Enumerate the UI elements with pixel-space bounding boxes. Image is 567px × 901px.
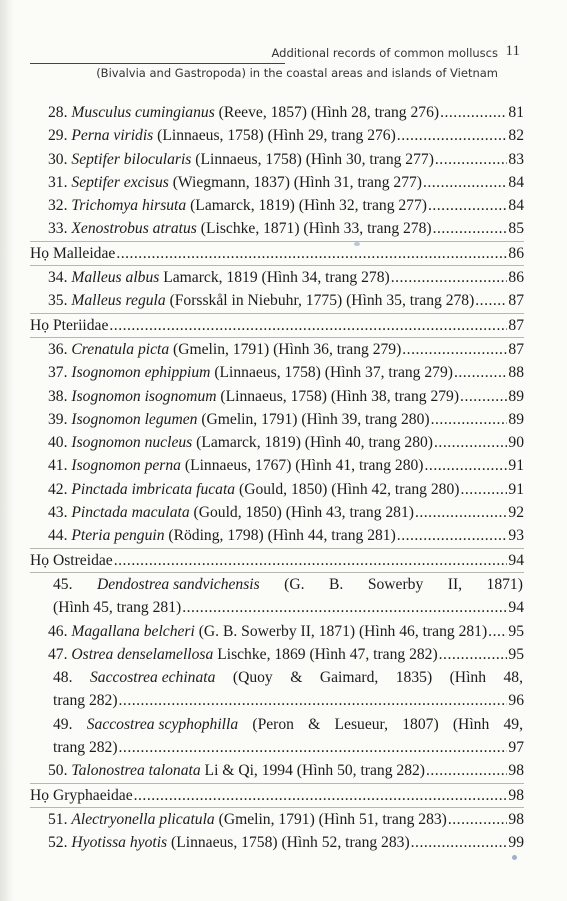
page-ref: 98 <box>508 786 524 804</box>
entry-citation: (Wiegmann, 1837) (Hình 31, trang 277) <box>168 173 422 191</box>
entry-number: 32. <box>48 197 72 215</box>
entry-citation: Lamarck, 1819 (Hình 34, trang 278) <box>159 269 390 287</box>
entry-text <box>48 620 487 643</box>
page-ref: 85 <box>508 220 524 238</box>
toc-entry <box>30 171 524 194</box>
species-name: Isognomon isognomum <box>71 387 217 405</box>
dot-leader <box>402 338 507 361</box>
entry-citation: (Gould, 1850) (Hình 42, trang 280) <box>235 480 460 498</box>
entry-number: 43. <box>48 504 72 522</box>
page-ref: 86 <box>508 244 524 262</box>
entry-citation: trang 282) <box>53 739 118 757</box>
header-rule <box>30 63 285 64</box>
entry-number: 29. <box>48 127 72 145</box>
species-name: Saccostrea scyphophilla <box>86 715 239 733</box>
dot-leader <box>460 385 507 408</box>
species-name: Trichomya hirsuta <box>71 197 187 215</box>
dot-leader <box>475 289 507 312</box>
entry-citation: Lischke, 1869 (Hình 47, trang 282) <box>213 645 438 663</box>
entry-citation: (Linnaeus, 1758) (Hình 38, trang 279) <box>216 387 460 405</box>
page-ref: 92 <box>508 504 524 522</box>
entry-citation: (Gould, 1850) (Hình 43, trang 281) <box>189 504 414 522</box>
dot-leader <box>440 101 507 124</box>
entry-number: 42. <box>48 480 72 498</box>
dot-leader <box>448 808 507 831</box>
dot-leader <box>439 643 507 666</box>
entry-citation: (Lamarck, 1819) (Hình 40, trang 280) <box>192 434 434 452</box>
toc-entry-wrapped <box>30 713 523 736</box>
entry-word: (Hình <box>452 715 490 733</box>
page-ref: 87 <box>508 292 524 310</box>
entry-text <box>48 266 390 289</box>
family-heading <box>30 549 524 572</box>
entry-text <box>48 759 425 782</box>
entry-number: 38. <box>48 387 72 405</box>
species-name: Magallana belcheri <box>71 622 195 640</box>
page-ref: 90 <box>508 434 524 452</box>
toc-entry <box>30 808 524 831</box>
page-ref: 95 <box>508 645 524 663</box>
page-ref: 89 <box>508 410 524 428</box>
entry-word: B. <box>329 575 344 593</box>
page-ref: 87 <box>508 340 524 358</box>
entry-number: 52. <box>48 834 72 852</box>
toc-entry <box>30 478 524 501</box>
entry-word: & <box>290 669 303 687</box>
dot-leader <box>428 194 507 217</box>
entry-number: 41. <box>48 457 72 475</box>
toc-entry <box>30 148 524 171</box>
species-name: Alectryonella plicatula <box>71 810 215 828</box>
dot-leader <box>426 759 507 782</box>
species-name: Hyotissa hyotis <box>71 834 168 852</box>
header-title-line2: (Bivalvia and Gastropoda) in the coastal areas and islands of Vietnam <box>96 66 498 80</box>
species-name: Isognomon perna <box>71 457 181 475</box>
entry-text <box>48 431 433 454</box>
entry-text <box>48 501 414 524</box>
entry-word: Lesueur, <box>334 715 389 733</box>
entry-text <box>48 524 396 547</box>
entry-text <box>48 808 447 831</box>
entry-word: 49, <box>503 715 523 733</box>
entry-text <box>48 478 459 501</box>
entry-text <box>48 171 422 194</box>
entry-citation: (Gmelin, 1791) (Hình 39, trang 280) <box>197 410 430 428</box>
entry-text <box>48 101 439 124</box>
species-name: Malleus albus <box>71 269 160 287</box>
page-ref: 98 <box>508 810 524 828</box>
entry-number: 50. <box>48 762 72 780</box>
dot-leader <box>425 454 507 477</box>
family-label: Họ Gryphaeidae <box>30 786 133 804</box>
entry-text <box>48 454 424 477</box>
species-name: Xenostrobus atratus <box>71 220 197 238</box>
entry-text <box>48 217 432 240</box>
entry-number: 31. <box>48 173 72 191</box>
dot-leader <box>460 478 507 501</box>
page-number: 11 <box>505 43 520 59</box>
entry-citation: (Forsskål in Niebuhr, 1775) (Hình 35, trang 278) <box>165 292 475 310</box>
dot-leader <box>182 596 507 619</box>
page-ref: 98 <box>508 762 524 780</box>
paper-speck <box>512 855 517 860</box>
entry-text <box>48 408 430 431</box>
entry-number: 33. <box>48 220 72 238</box>
entry-citation: (Lamarck, 1819) (Hình 32, trang 277) <box>186 197 427 215</box>
entry-number: 34. <box>48 269 72 287</box>
entry-citation: (Linnaeus, 1758) (Hình 30, trang 277) <box>191 150 434 168</box>
toc-entry <box>30 194 524 217</box>
page-ref: 94 <box>508 599 524 617</box>
paper-speck <box>354 242 360 246</box>
family-heading <box>30 784 524 807</box>
entry-text <box>48 148 434 171</box>
entry-text <box>48 361 453 384</box>
species-name: Pinctada imbricata fucata <box>71 480 236 498</box>
entry-text <box>48 643 438 666</box>
table-of-contents <box>30 101 524 855</box>
entry-citation: (Linnaeus, 1758) (Hình 37, trang 279) <box>210 364 453 382</box>
dot-leader <box>431 408 507 431</box>
dot-leader <box>411 831 507 854</box>
species-name: Crenatula picta <box>71 340 170 358</box>
page-ref: 89 <box>508 387 524 405</box>
page-gutter-shadow <box>0 0 14 901</box>
species-name: Dendostrea sandvichensis <box>96 575 260 593</box>
species-name: Musculus cumingianus <box>71 104 215 121</box>
dot-leader <box>397 124 507 147</box>
entry-word: 1835) <box>395 669 433 687</box>
dot-leader <box>109 314 507 337</box>
entry-citation: (Gmelin, 1791) (Hình 36, trang 279) <box>169 340 402 358</box>
toc-entry <box>30 620 524 643</box>
entry-citation: (Reeve, 1857) (Hình 28, trang 276) <box>214 104 440 121</box>
entry-number: 44. <box>48 527 72 545</box>
dot-leader <box>488 620 507 643</box>
page-ref: 84 <box>508 197 524 215</box>
species-name: Isognomon ephippium <box>71 364 211 382</box>
entry-number: 28. <box>48 104 72 121</box>
species-name: Talonostrea talonata <box>71 762 201 780</box>
entry-citation: (Linnaeus, 1758) (Hình 29, trang 276) <box>153 127 396 145</box>
entry-word: 1871) <box>486 575 523 593</box>
dot-leader <box>423 171 507 194</box>
dot-leader <box>435 148 507 171</box>
page-ref: 83 <box>508 150 524 168</box>
dot-leader <box>119 689 507 712</box>
entry-word: 49. <box>53 715 73 733</box>
entry-citation: (Lischke, 1871) (Hình 33, trang 278) <box>196 220 432 238</box>
page-ref: 93 <box>508 527 524 545</box>
page-ref: 96 <box>508 692 524 710</box>
entry-word: II, <box>447 575 463 593</box>
entry-citation: (G. B. Sowerby II, 1871) (Hình 46, trang 281) <box>194 622 488 640</box>
page-ref: 88 <box>508 364 524 382</box>
species-name: Ostrea denselamellosa <box>71 645 214 663</box>
page-ref: 95 <box>508 622 524 640</box>
page-ref: 91 <box>508 480 524 498</box>
entry-number: 30. <box>48 150 72 168</box>
toc-entry <box>30 408 524 431</box>
entry-number: 40. <box>48 434 72 452</box>
family-heading <box>30 314 524 337</box>
entry-number: 51. <box>48 810 72 828</box>
dot-leader <box>415 501 507 524</box>
toc-entry <box>30 431 524 454</box>
toc-entry <box>30 361 524 384</box>
entry-citation: (Linnaeus, 1767) (Hình 41, trang 280) <box>180 457 424 475</box>
entry-citation: (Röding, 1798) (Hình 44, trang 281) <box>164 527 396 545</box>
entry-number: 39. <box>48 410 72 428</box>
page-ref: 99 <box>508 834 524 852</box>
running-header <box>30 44 540 84</box>
page-ref: 91 <box>508 457 524 475</box>
entry-number: 46. <box>48 622 72 640</box>
species-name: Pteria penguin <box>71 527 165 545</box>
toc-entry-wrapped <box>30 573 523 596</box>
toc-entry <box>30 501 524 524</box>
dot-leader <box>397 524 507 547</box>
page-ref: 81 <box>508 104 524 121</box>
page-ref: 82 <box>508 127 524 145</box>
toc-entry <box>30 289 524 312</box>
dot-leader <box>114 549 507 572</box>
species-name: Septifer excisus <box>71 173 169 191</box>
entry-word: (Peron <box>252 715 294 733</box>
species-name: Septifer bilocularis <box>71 150 192 168</box>
toc-entry-continuation <box>30 736 524 759</box>
entry-word: Sowerby <box>367 575 424 593</box>
entry-citation: (Gmelin, 1791) (Hình 51, trang 283) <box>214 810 447 828</box>
entry-word: 45. <box>53 575 73 593</box>
toc-entry <box>30 101 524 124</box>
entry-text <box>48 124 396 147</box>
dot-leader <box>116 242 507 265</box>
species-name: Perna viridis <box>71 127 154 145</box>
toc-entry <box>30 385 524 408</box>
toc-entry <box>30 831 524 854</box>
species-name: Pinctada maculata <box>71 504 190 522</box>
entry-number: 35. <box>48 292 72 310</box>
entry-number: 47. <box>48 645 72 663</box>
entry-word: (G. <box>284 575 305 593</box>
entry-citation: trang 282) <box>53 692 118 710</box>
entry-text <box>48 194 427 217</box>
family-label: Họ Malleidae <box>30 244 116 262</box>
dot-leader <box>119 736 507 759</box>
toc-entry-continuation <box>30 596 524 619</box>
toc-entry <box>30 124 524 147</box>
dot-leader <box>434 431 507 454</box>
entry-number: 36. <box>48 340 72 358</box>
toc-entry-wrapped <box>30 666 523 689</box>
toc-entry <box>30 524 524 547</box>
entry-citation: (Linnaeus, 1758) (Hình 52, trang 283) <box>167 834 410 852</box>
entry-word: 48. <box>53 669 73 687</box>
page-ref: 97 <box>508 739 524 757</box>
toc-entry <box>30 759 524 782</box>
species-name: Malleus regula <box>71 292 166 310</box>
page-ref: 87 <box>508 316 524 334</box>
page-ref: 86 <box>508 269 524 287</box>
entry-text <box>48 831 410 854</box>
species-name: Saccostrea echinata <box>89 669 216 687</box>
entry-number: 37. <box>48 364 72 382</box>
family-heading <box>30 242 524 265</box>
toc-entry <box>30 454 524 477</box>
header-title-line1: Additional records of common molluscs <box>271 46 498 60</box>
entry-word: & <box>308 715 321 733</box>
entry-word: (Hình <box>449 669 486 687</box>
dot-leader <box>454 361 507 384</box>
toc-entry <box>30 338 524 361</box>
species-name: Isognomon legumen <box>71 410 198 428</box>
dot-leader <box>134 784 507 807</box>
dot-leader <box>433 217 507 240</box>
entry-word: 1807) <box>402 715 439 733</box>
species-name: Isognomon nucleus <box>71 434 193 452</box>
dot-leader <box>391 266 507 289</box>
entry-citation: (Hình 45, trang 281) <box>53 599 182 617</box>
entry-text <box>48 385 459 408</box>
toc-entry-continuation <box>30 689 524 712</box>
family-label: Họ Pteriidae <box>30 316 109 334</box>
page-ref: 84 <box>508 173 524 191</box>
toc-entry <box>30 217 524 240</box>
family-label: Họ Ostreidae <box>30 551 113 569</box>
entry-word: (Quoy <box>232 669 273 687</box>
toc-entry <box>30 643 524 666</box>
page-ref: 94 <box>508 551 524 569</box>
toc-entry <box>30 266 524 289</box>
entry-citation: Li & Qi, 1994 (Hình 50, trang 282) <box>200 762 425 780</box>
entry-word: 48, <box>503 669 523 687</box>
entry-text <box>48 289 474 312</box>
entry-text <box>48 338 401 361</box>
entry-word: Gaimard, <box>319 669 379 687</box>
